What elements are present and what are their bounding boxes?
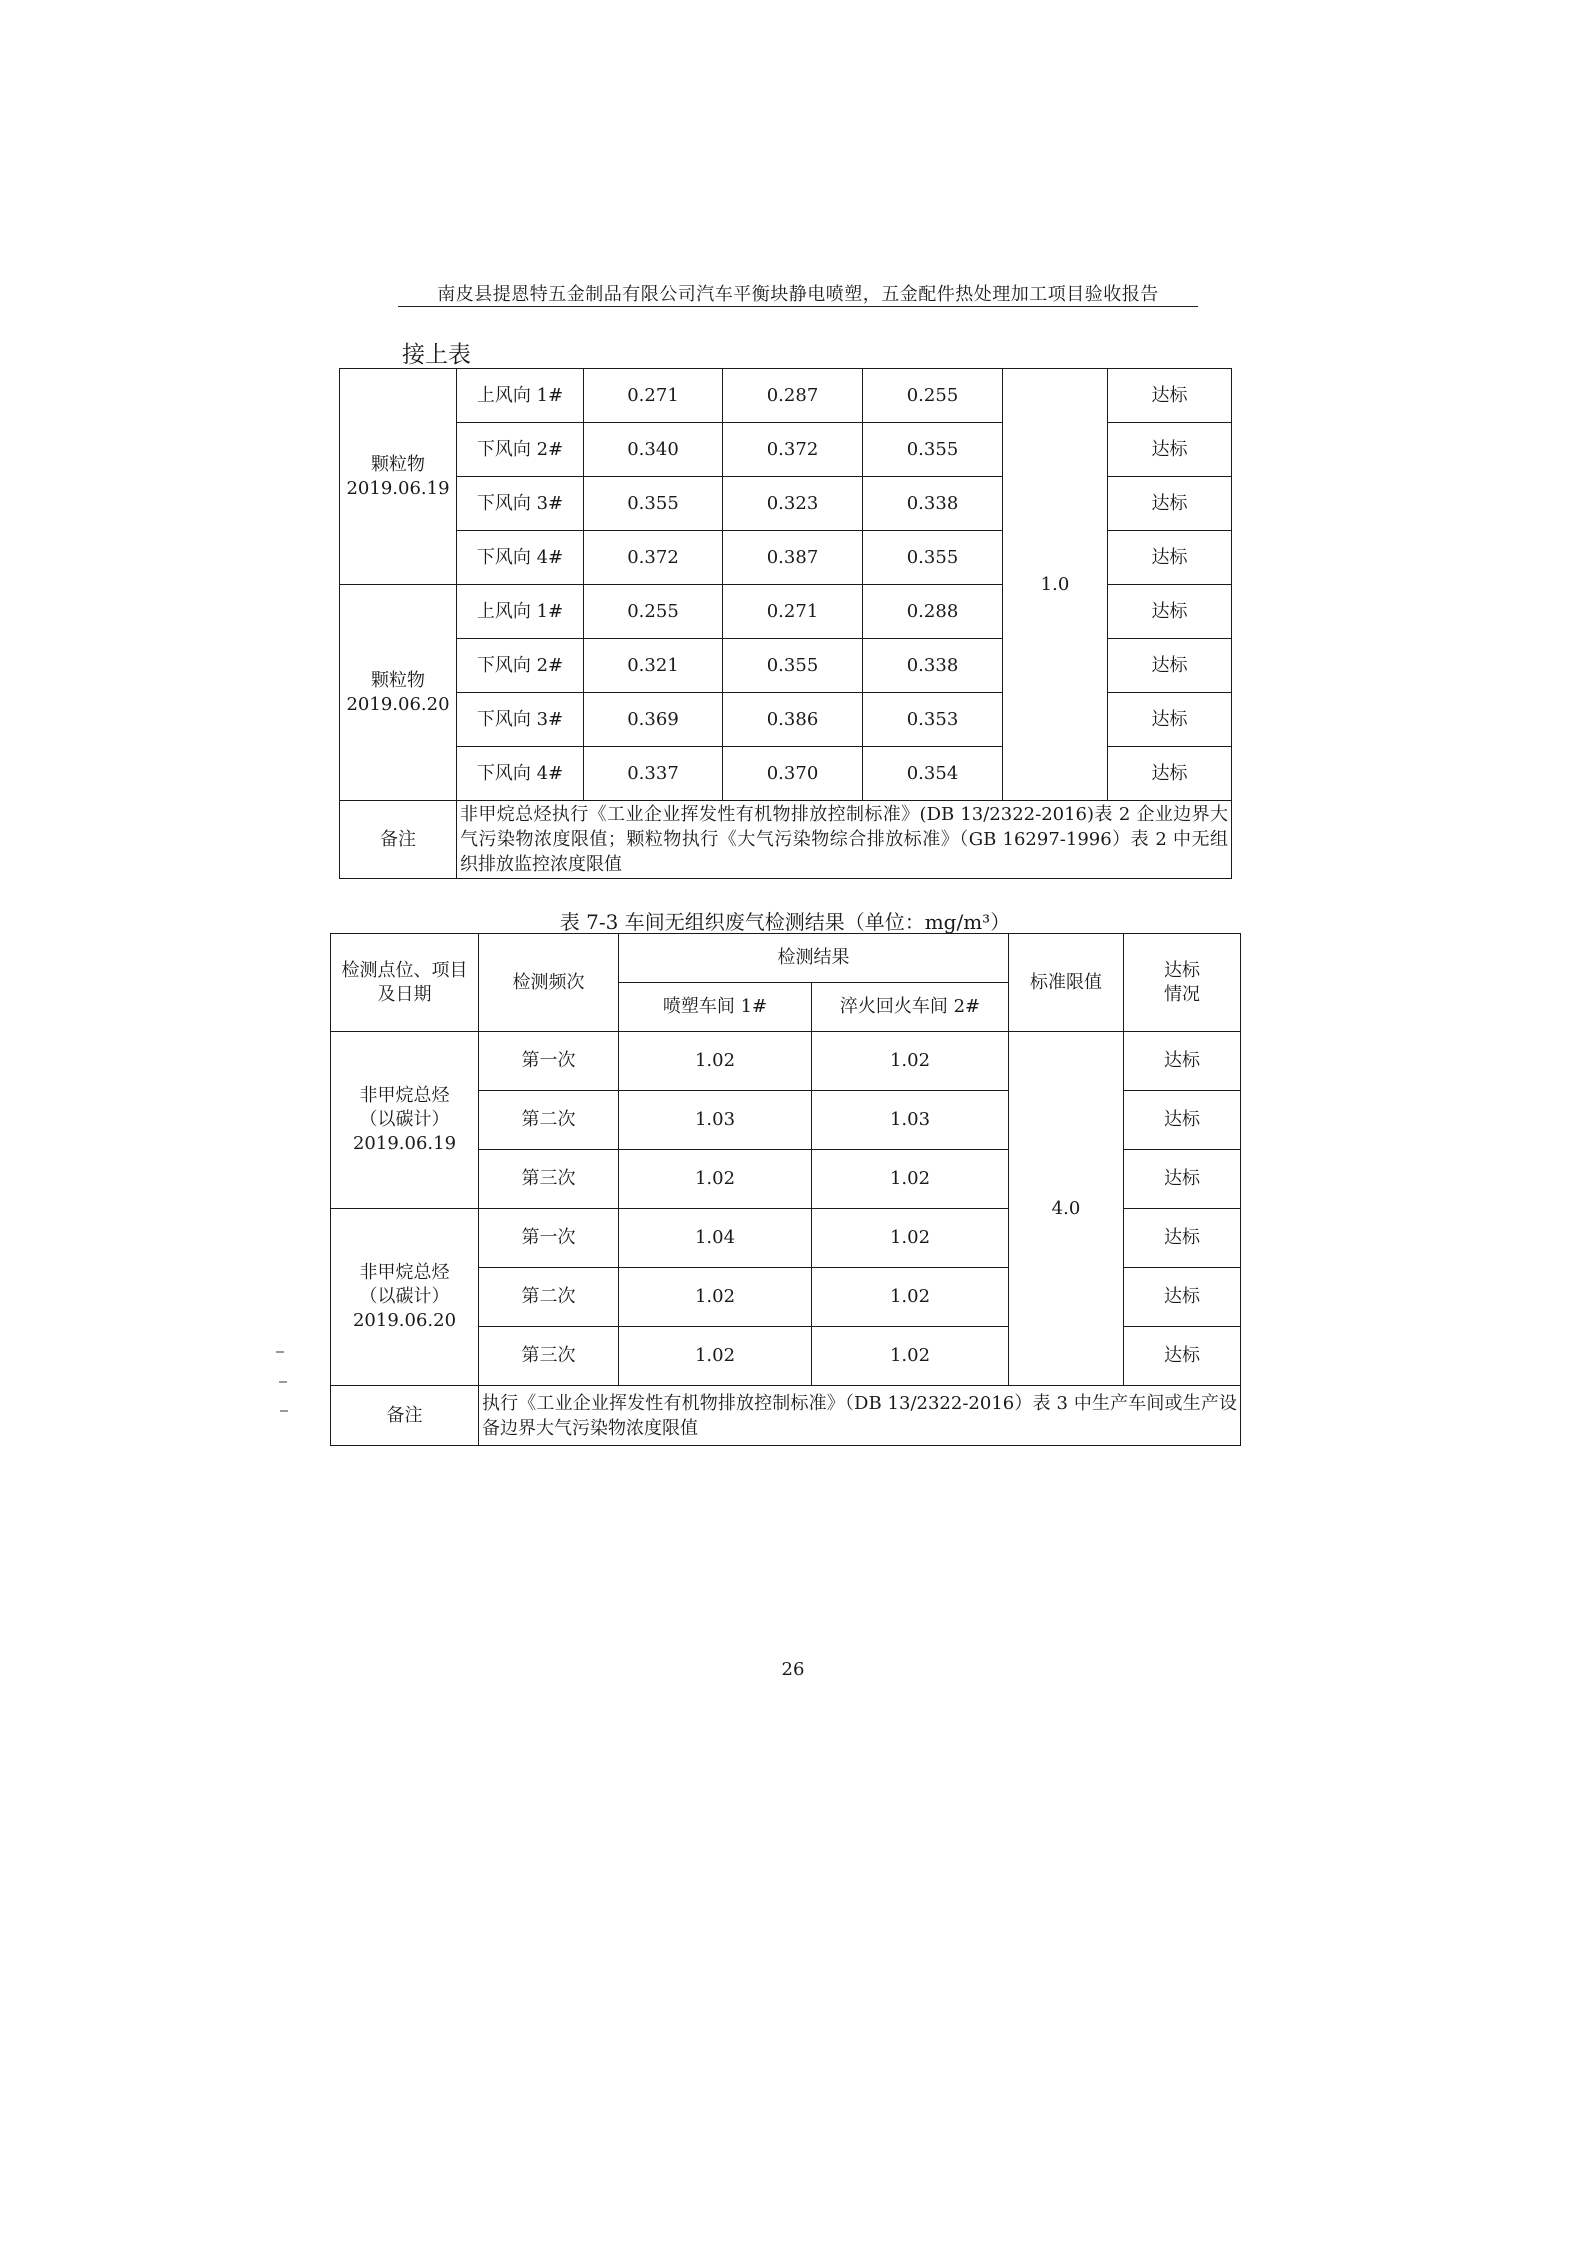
value-cell: 0.338 bbox=[863, 639, 1003, 693]
frequency-cell: 第一次 bbox=[479, 1209, 619, 1268]
value-cell: 0.288 bbox=[863, 585, 1003, 639]
particulate-results-table bbox=[339, 368, 1232, 879]
scan-speck bbox=[276, 1351, 284, 1353]
workshop-emission-table bbox=[330, 933, 1241, 1446]
table-row bbox=[331, 1032, 1241, 1091]
header-divider bbox=[398, 306, 1198, 307]
frequency-cell: 第二次 bbox=[479, 1091, 619, 1150]
group-label-cell: 非甲烷总烃 （以碳计） 2019.06.19 bbox=[331, 1032, 479, 1209]
value-cell: 0.355 bbox=[863, 423, 1003, 477]
note-row bbox=[331, 1386, 1241, 1446]
status-cell: 达标 bbox=[1124, 1032, 1241, 1091]
monitoring-point: 下风向 3# bbox=[457, 477, 584, 531]
value-cell: 1.02 bbox=[812, 1150, 1009, 1209]
note-row bbox=[340, 801, 1232, 879]
monitoring-point: 下风向 4# bbox=[457, 747, 584, 801]
status-cell: 达标 bbox=[1108, 693, 1232, 747]
value-cell: 1.03 bbox=[619, 1091, 812, 1150]
frequency-cell: 第三次 bbox=[479, 1150, 619, 1209]
status-cell: 达标 bbox=[1108, 477, 1232, 531]
status-cell: 达标 bbox=[1108, 423, 1232, 477]
value-cell: 1.02 bbox=[619, 1268, 812, 1327]
table-caption: 表 7-3 车间无组织废气检测结果（单位：mg/m³） bbox=[559, 910, 1011, 934]
frequency-cell: 第二次 bbox=[479, 1268, 619, 1327]
value-cell: 1.02 bbox=[812, 1209, 1009, 1268]
value-cell: 0.354 bbox=[863, 747, 1003, 801]
value-cell: 0.355 bbox=[723, 639, 863, 693]
group-label-cell bbox=[340, 369, 457, 585]
monitoring-point: 上风向 1# bbox=[457, 585, 584, 639]
status-cell: 达标 bbox=[1108, 639, 1232, 693]
value-cell: 0.387 bbox=[723, 531, 863, 585]
header-row bbox=[331, 934, 1241, 983]
note-text: 执行《工业企业挥发性有机物排放控制标准》（DB 13/2322-2016）表 3 中生产车间或生产设备边界大气污染物浓度限值 bbox=[479, 1386, 1241, 1446]
status-cell: 达标 bbox=[1108, 585, 1232, 639]
note-label: 备注 bbox=[331, 1386, 479, 1446]
value-cell: 0.369 bbox=[584, 693, 723, 747]
group-item-label: 颗粒物 bbox=[371, 453, 425, 475]
status-cell: 达标 bbox=[1124, 1150, 1241, 1209]
header-location-1: 喷塑车间 1# bbox=[619, 983, 812, 1032]
value-cell: 0.255 bbox=[863, 369, 1003, 423]
table-row bbox=[340, 369, 1232, 423]
group-item-label: 颗粒物 bbox=[371, 669, 425, 691]
value-cell: 1.02 bbox=[619, 1032, 812, 1091]
value-cell: 0.340 bbox=[584, 423, 723, 477]
value-cell: 1.02 bbox=[812, 1327, 1009, 1386]
status-cell: 达标 bbox=[1108, 747, 1232, 801]
group-label-cell bbox=[340, 585, 457, 801]
value-cell: 0.271 bbox=[584, 369, 723, 423]
value-cell: 0.271 bbox=[723, 585, 863, 639]
standard-limit-cell: 4.0 bbox=[1009, 1032, 1124, 1386]
header-point-item-date: 检测点位、项目 及日期 bbox=[331, 934, 479, 1032]
page-number: 26 bbox=[781, 1659, 805, 1680]
value-cell: 0.370 bbox=[723, 747, 863, 801]
value-cell: 1.02 bbox=[619, 1150, 812, 1209]
value-cell: 0.355 bbox=[584, 477, 723, 531]
value-cell: 0.372 bbox=[723, 423, 863, 477]
continued-label: 接上表 bbox=[402, 342, 471, 368]
monitoring-point: 下风向 3# bbox=[457, 693, 584, 747]
status-cell: 达标 bbox=[1124, 1327, 1241, 1386]
monitoring-point: 下风向 2# bbox=[457, 639, 584, 693]
value-cell: 0.337 bbox=[584, 747, 723, 801]
group-date: 2019.06.19 bbox=[346, 477, 450, 499]
report-header-title: 南皮县提恩特五金制品有限公司汽车平衡块静电喷塑，五金配件热处理加工项目验收报告 bbox=[437, 284, 1159, 305]
value-cell: 1.03 bbox=[812, 1091, 1009, 1150]
header-results: 检测结果 bbox=[619, 934, 1009, 983]
frequency-cell: 第三次 bbox=[479, 1327, 619, 1386]
status-cell: 达标 bbox=[1108, 531, 1232, 585]
value-cell: 1.02 bbox=[619, 1327, 812, 1386]
value-cell: 0.386 bbox=[723, 693, 863, 747]
value-cell: 0.372 bbox=[584, 531, 723, 585]
value-cell: 0.338 bbox=[863, 477, 1003, 531]
value-cell: 0.321 bbox=[584, 639, 723, 693]
monitoring-point: 下风向 2# bbox=[457, 423, 584, 477]
value-cell: 0.355 bbox=[863, 531, 1003, 585]
header-status: 达标 情况 bbox=[1124, 934, 1241, 1032]
header-limit: 标准限值 bbox=[1009, 934, 1124, 1032]
frequency-cell: 第一次 bbox=[479, 1032, 619, 1091]
note-text: 非甲烷总烃执行《工业企业挥发性有机物排放控制标准》(DB 13/2322-2016)表 2 企业边界大气污染物浓度限值；颗粒物执行《大气污染物综合排放标准》（GB 16297-1996）表 2 中无组织排放监控浓度限值 bbox=[457, 801, 1232, 879]
scan-speck bbox=[279, 1381, 287, 1383]
monitoring-point: 上风向 1# bbox=[457, 369, 584, 423]
group-label-cell: 非甲烷总烃 （以碳计） 2019.06.20 bbox=[331, 1209, 479, 1386]
standard-limit-cell: 1.0 bbox=[1003, 369, 1108, 801]
header-location-2: 淬火回火车间 2# bbox=[812, 983, 1009, 1032]
note-label: 备注 bbox=[340, 801, 457, 879]
status-cell: 达标 bbox=[1124, 1209, 1241, 1268]
value-cell: 1.04 bbox=[619, 1209, 812, 1268]
value-cell: 0.255 bbox=[584, 585, 723, 639]
header-frequency: 检测频次 bbox=[479, 934, 619, 1032]
status-cell: 达标 bbox=[1108, 369, 1232, 423]
value-cell: 1.02 bbox=[812, 1032, 1009, 1091]
group-date: 2019.06.20 bbox=[346, 693, 450, 715]
value-cell: 0.323 bbox=[723, 477, 863, 531]
scan-speck bbox=[280, 1410, 288, 1412]
value-cell: 0.353 bbox=[863, 693, 1003, 747]
value-cell: 0.287 bbox=[723, 369, 863, 423]
status-cell: 达标 bbox=[1124, 1091, 1241, 1150]
status-cell: 达标 bbox=[1124, 1268, 1241, 1327]
monitoring-point: 下风向 4# bbox=[457, 531, 584, 585]
value-cell: 1.02 bbox=[812, 1268, 1009, 1327]
